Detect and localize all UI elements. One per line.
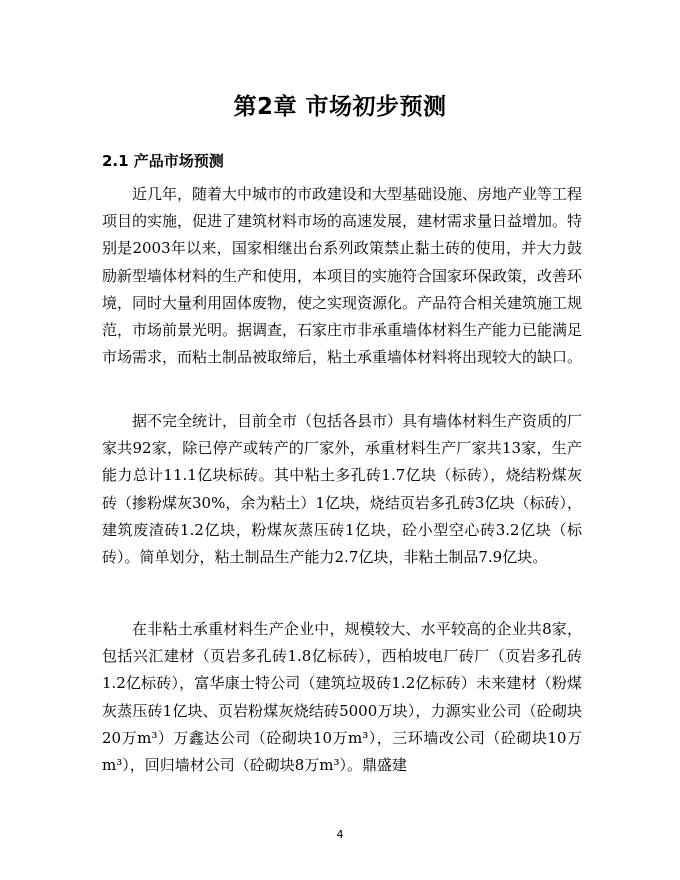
page-number: 4 <box>336 828 344 841</box>
chapter-title: 第2章 市场初步预测 <box>233 94 447 120</box>
body-paragraph-3: 在非粘土承重材料生产企业中，规模较大、水平较高的企业共8家，包括兴汇建材（页岩多孔砖1.8亿标砖），西柏坡电厂砖厂（页岩多孔砖1.2亿标砖），富华康士特公司（建筑垃圾砖1.2亿标砖）未来建材（粉煤灰蒸压砖1亿块、页岩粉煤灰烧结砖5000万块），力源实业公司（砼砌块20万m³）万鑫达公司（砼砌块10万m³），三环墙改公司（砼砌块10万m³），回归墙材公司（砼砌块8万m³）。鼎盛建 <box>102 620 582 775</box>
section-heading: 2.1 产品市场预测 <box>102 152 224 170</box>
body-paragraph-1: 近几年，随着大中城市的市政建设和大型基础设施、房地产业等工程项目的实施，促进了建筑材料市场的高速发展，建材需求量日益增加。特别是2003年以来，国家相继出台系列政策禁止黏土砖的使用，并大力鼓励新型墙体材料的生产和使用，本项目的实施符合国家环保政策，改善环境，同时大量利用固体废物，使之实现资源化。产品符合相关建筑施工规范，市场前景光明。据调查，石家庄市非承重墙体材料生产能力已能满足市场需求，而粘土制品被取缔后，粘土承重墙体材料将出现较大的缺口。 <box>102 185 583 367</box>
body-paragraph-2: 据不完全统计，目前全市（包括各县市）具有墙体材料生产资质的厂家共92家，除已停产或转产的厂家外，承重材料生产厂家共13家，生产能力总计11.1亿块标砖。其中粘土多孔砖1.7亿块（标砖），烧结粉煤灰砖（掺粉煤灰30%，余为粘土）1亿块，烧结页岩多孔砖3亿块（标砖），建筑废渣砖1.2亿块，粉煤灰蒸压砖1亿块，砼小型空心砖3.2亿块（标砖）。简单划分，粘土制品生产能力2.7亿块，非粘土制品7.9亿块。 <box>102 412 583 567</box>
